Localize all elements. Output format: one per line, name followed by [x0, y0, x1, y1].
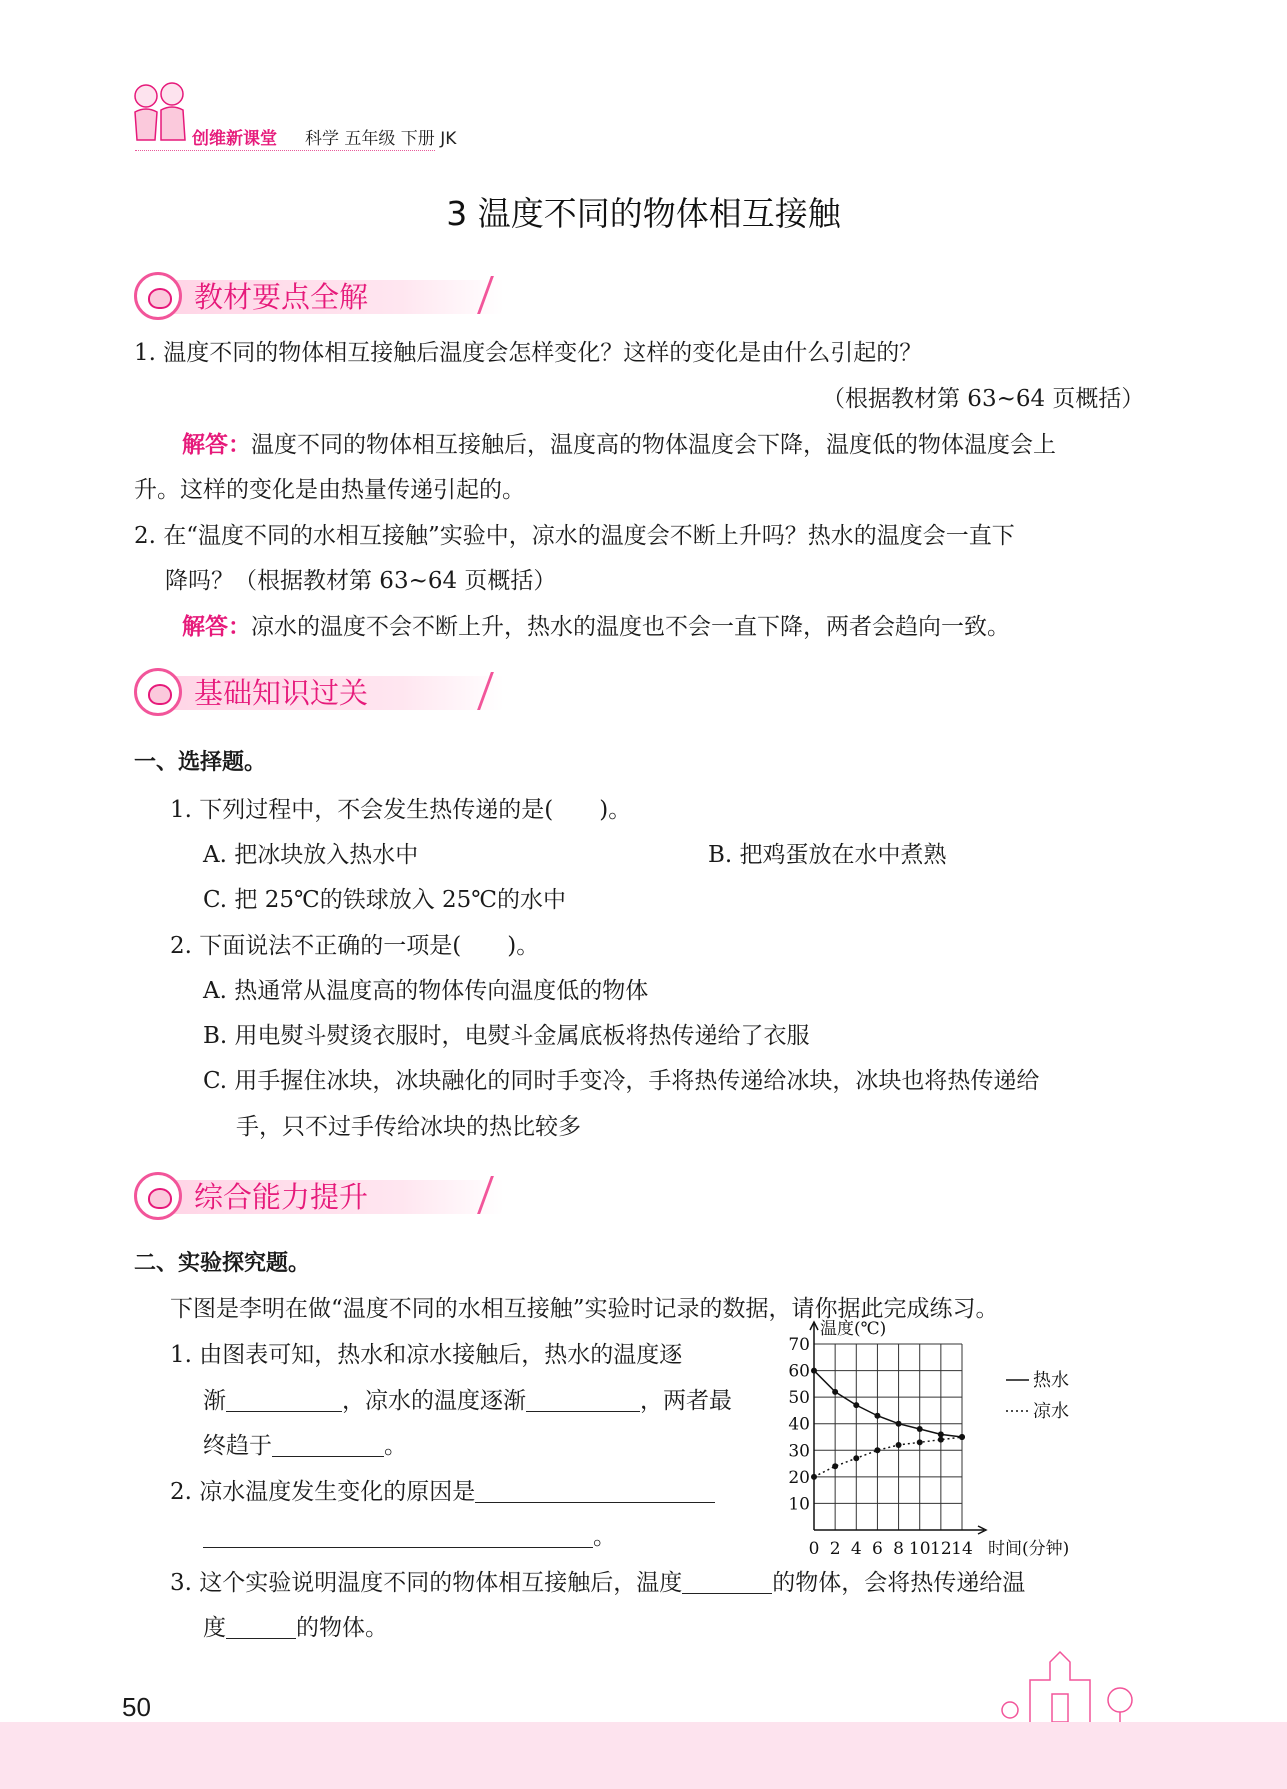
series-line-hot-water: [814, 1371, 962, 1437]
cat-face-icon: [134, 272, 182, 320]
y-axis-label: 温度(℃): [820, 1319, 887, 1339]
exp-question-3-line2: [203, 1613, 388, 1643]
x-tick-label: 8: [893, 1539, 904, 1559]
answer-1-line1: [182, 430, 1056, 460]
data-point: [853, 1402, 859, 1408]
answer-blank[interactable]: [226, 1389, 342, 1412]
footer-band: [0, 1722, 1287, 1789]
temperature-line-chart: [780, 1318, 1140, 1568]
text-fragment: 。: [593, 1524, 616, 1550]
section-title: 教材要点全解: [194, 280, 369, 314]
answer-text: 凉水的温度不会不断上升，热水的温度也不会一直下降，两者会趋向一致。: [251, 614, 1010, 640]
exp-question-1-line3: [203, 1431, 407, 1461]
y-tick-label: 20: [788, 1467, 810, 1488]
section-title: 综合能力提升: [194, 1180, 369, 1214]
text-fragment: ，两者最: [640, 1388, 732, 1414]
cat-face-icon: [134, 1172, 182, 1220]
series-line-cool-water: [814, 1437, 962, 1477]
mc-question-2-option-b: B. 用电熨斗熨烫衣服时，电熨斗金属底板将热传递给了衣服: [203, 1023, 810, 1049]
text-fragment: 终趋于: [203, 1433, 272, 1459]
answer-1-line2: 升。这样的变化是由热量传递引起的。: [134, 477, 525, 503]
page-number: 50: [122, 1692, 151, 1722]
header-brand: 创维新课堂: [192, 129, 277, 149]
data-point: [874, 1413, 880, 1419]
answer-blank[interactable]: [475, 1480, 715, 1503]
data-point: [811, 1474, 817, 1480]
exp-question-1-line1: 1. 由图表可知，热水和凉水接触后，热水的温度逐: [170, 1342, 683, 1368]
exp-question-2-line2: [203, 1522, 616, 1552]
page-title: 3 温度不同的物体相互接触: [446, 194, 841, 233]
mc-question-1-option-b: B. 把鸡蛋放在水中煮熟: [708, 842, 947, 868]
header-subject: 科学 五年级 下册 JK: [305, 129, 457, 149]
part1-heading: 一、选择题。: [134, 750, 267, 775]
section-title: 基础知识过关: [194, 676, 369, 710]
text-fragment: 。: [384, 1433, 407, 1459]
legend-label: 凉水: [1033, 1401, 1069, 1422]
textbook-question-2-line1: 2. 在“温度不同的水相互接触”实验中，凉水的温度会不断上升吗？热水的温度会一直下: [134, 523, 1015, 549]
y-tick-label: 70: [788, 1335, 810, 1355]
textbook-question-1-source: （根据教材第 63~64 页概括）: [822, 386, 1145, 412]
exp-question-1-line2: [203, 1386, 732, 1416]
data-point: [917, 1426, 923, 1432]
x-tick-label: 14: [951, 1539, 973, 1559]
castle-decoration-icon: [990, 1650, 1170, 1722]
legend-label: 热水: [1033, 1370, 1069, 1391]
x-tick-label: 6: [872, 1539, 883, 1559]
y-tick-label: 10: [788, 1494, 810, 1515]
mc-question-1-stem: 1. 下列过程中，不会发生热传递的是( )。: [170, 797, 632, 823]
x-axis-label: 时间(分钟): [988, 1539, 1070, 1559]
data-point: [832, 1389, 838, 1395]
y-tick-label: 60: [788, 1361, 810, 1382]
mc-question-2-option-a: A. 热通常从温度高的物体传向温度低的物体: [203, 978, 649, 1004]
data-point: [811, 1368, 817, 1374]
x-tick-label: 2: [829, 1539, 841, 1559]
y-tick-label: 40: [788, 1414, 810, 1435]
x-tick-label: 0: [808, 1539, 820, 1559]
text-fragment: 3. 这个实验说明温度不同的物体相互接触后，温度: [170, 1570, 683, 1596]
data-point: [959, 1434, 965, 1440]
y-tick-label: 50: [788, 1388, 810, 1409]
mc-question-1-option-a: A. 把冰块放入热水中: [203, 842, 419, 868]
answer-blank[interactable]: [203, 1525, 593, 1548]
answer-blank[interactable]: [526, 1389, 640, 1412]
answer-blank[interactable]: [272, 1434, 384, 1457]
text-fragment: 2. 凉水温度发生变化的原因是: [170, 1479, 476, 1505]
answer-label: 解答：: [182, 432, 251, 458]
answer-text: 温度不同的物体相互接触后，温度高的物体温度会下降，温度低的物体温度会上: [251, 432, 1056, 458]
data-point: [874, 1447, 880, 1453]
y-tick-label: 30: [788, 1441, 810, 1462]
data-point: [917, 1439, 923, 1445]
answer-label: 解答：: [182, 614, 251, 640]
text-fragment: 的物体。: [296, 1615, 388, 1641]
answer-blank[interactable]: [226, 1616, 296, 1639]
text-fragment: ，凉水的温度逐渐: [342, 1388, 526, 1414]
textbook-question-2-line2: 降吗？（根据教材第 63~64 页概括）: [165, 568, 557, 594]
mc-question-1-option-c: C. 把 25℃的铁球放入 25℃的水中: [203, 887, 567, 913]
cat-face-icon: [134, 668, 182, 716]
text-fragment: 的物体，会将热传递给温: [772, 1570, 1026, 1596]
text-fragment: 度: [203, 1615, 226, 1641]
x-tick-label: 4: [850, 1539, 862, 1559]
mc-question-2-stem: 2. 下面说法不正确的一项是( )。: [170, 933, 540, 959]
x-tick-label: 10: [908, 1539, 931, 1559]
header-kids-illustration: [128, 78, 192, 148]
exp-question-3-line1: [170, 1568, 1025, 1598]
answer-2: [182, 612, 1010, 642]
data-point: [938, 1437, 944, 1443]
mc-question-2-option-c-line1: C. 用手握住冰块，冰块融化的同时手变冷，手将热传递给冰块，冰块也将热传递给: [203, 1068, 1040, 1094]
experiment-intro: 下图是李明在做“温度不同的水相互接触”实验时记录的数据，请你据此完成练习。: [170, 1296, 999, 1322]
exp-question-2-line1: [170, 1477, 715, 1507]
data-point: [896, 1421, 902, 1427]
text-fragment: 渐: [203, 1388, 226, 1414]
data-point: [832, 1463, 838, 1469]
data-point: [853, 1455, 859, 1461]
header-divider: [135, 150, 435, 151]
data-point: [938, 1431, 944, 1437]
x-tick-label: 12: [930, 1539, 952, 1559]
part2-heading: 二、实验探究题。: [134, 1251, 311, 1276]
mc-question-2-option-c-line2: 手，只不过手传给冰块的热比较多: [236, 1114, 581, 1140]
data-point: [896, 1442, 902, 1448]
textbook-question-1: 1. 温度不同的物体相互接触后温度会怎样变化？这样的变化是由什么引起的？: [134, 340, 923, 366]
answer-blank[interactable]: [682, 1571, 772, 1594]
